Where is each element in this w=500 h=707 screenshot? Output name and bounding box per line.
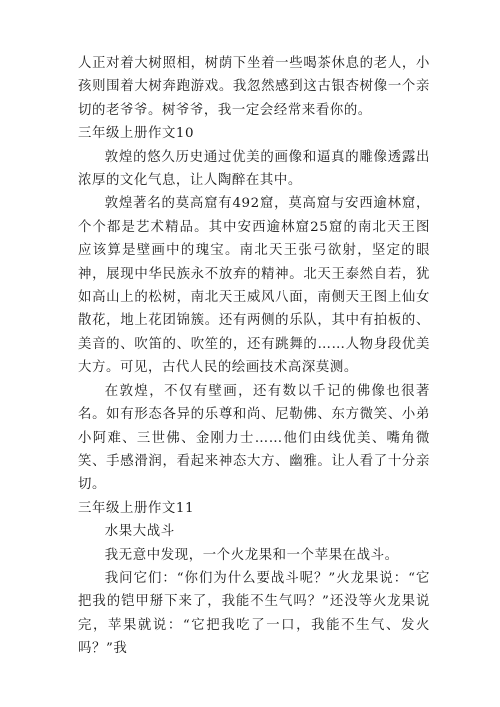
- section-11-paragraph-2: 我问它们：“你们为什么要战斗呢？”火龙果说：“它把我的铠甲掰下来了，我能不生气吗？”还没等火龙果说完，苹果就说：“它把我吃了一口，我能不生气、发火吗？”我: [78, 570, 430, 657]
- section-11-title: 水果大战斗: [104, 524, 175, 540]
- section-10-paragraph-2: 敦煌著名的莫高窟有492窟，莫高窟与安西逾林窟，个个都是艺术精品。其中安西逾林窟25窟的南北天王图应该算是壁画中的瑰宝。南北天王张弓欲射，坚定的眼神，展现中华民族永不放弃的精神。北天王泰然自若，犹如高山上的松树，南北天王威风八面，南侧天王图上仙女散花，地上花团锦簇。还有两侧的乐队，其中有拍板的、美音的、吹笛的、吹笙的，还有跳舞的……人物身段优美大方。可见，古代人民的绘画技术高深莫测。: [78, 196, 430, 376]
- section-11-paragraph-1: 我无意中发现，一个火龙果和一个苹果在战斗。: [104, 547, 399, 563]
- section-10-paragraph-1: 敦煌的悠久历史通过优美的画像和逼真的雕像透露出浓厚的文化气息，让人陶醉在其中。: [78, 149, 430, 189]
- intro-paragraph: 人正对着大树照相，树荫下坐着一些喝茶休息的老人，小孩则围着大树奔跑游戏。我忽然感到这古银杏树像一个亲切的老爷爷。树爷爷，我一定会经常来看你的。: [78, 56, 430, 118]
- section-10-heading: 三年级上册作文10: [78, 126, 195, 142]
- document-page: [78, 52, 430, 661]
- section-10-paragraph-3: 在敦煌，不仅有壁画，还有数以千记的佛像也很著名。如有形态各异的乐尊和尚、尼勒佛、东方微笑、小弟小阿难、三世佛、金刚力士……他们由线优美、嘴角微笑、手感滑润，看起来神态大方、幽雅。让人看了十分亲切。: [78, 383, 430, 493]
- section-11-heading: 三年级上册作文11: [78, 500, 195, 516]
